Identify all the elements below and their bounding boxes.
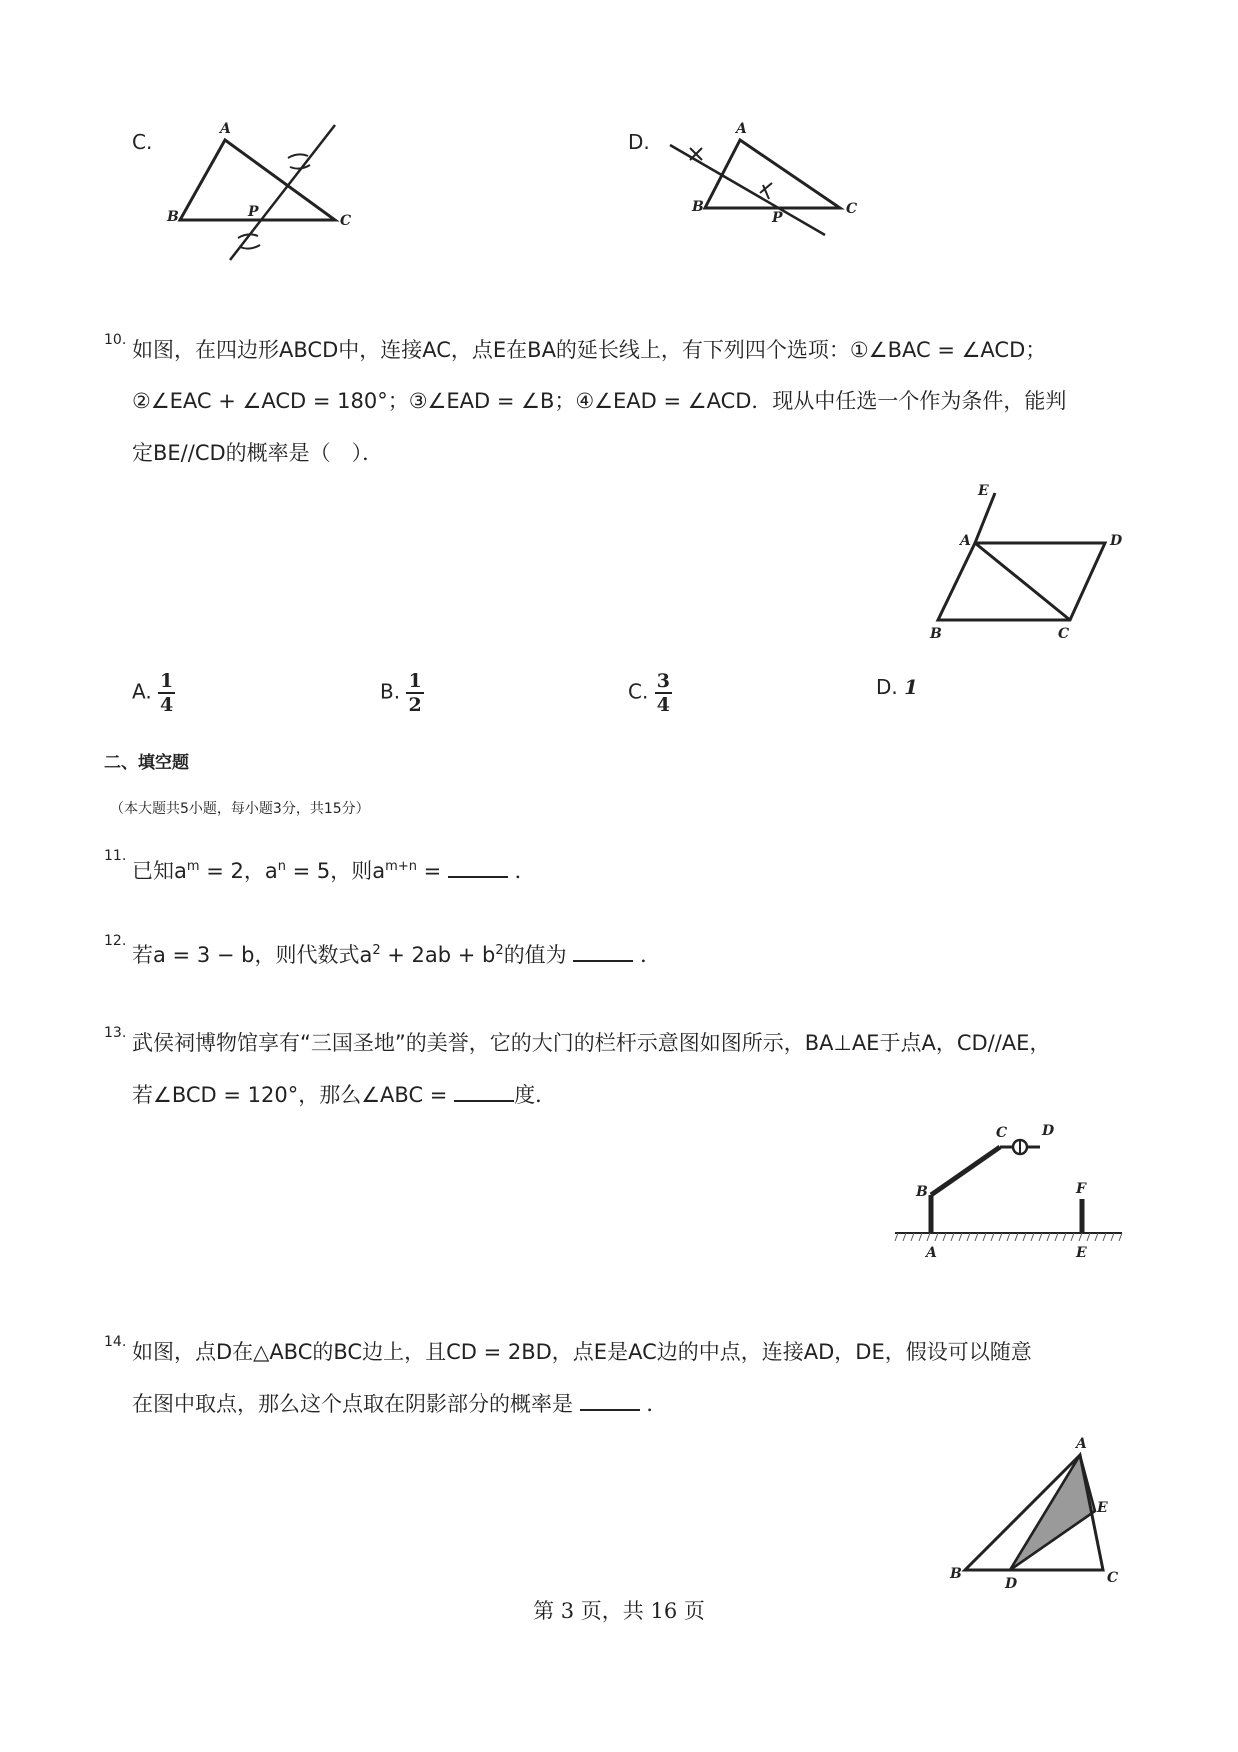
option-a-fraction: $\frac{1}{4}$ — [160, 670, 174, 716]
q10-option-a — [132, 670, 175, 716]
q10-line3: 定BE//CD的概率是（ ）． — [132, 441, 384, 465]
label-a: A — [220, 121, 231, 137]
q14-number: 14. — [104, 1334, 127, 1350]
q13-number: 13. — [104, 1025, 127, 1041]
option-c-label: C. — [628, 679, 649, 704]
option-b-label: B. — [380, 679, 401, 704]
label-b: B — [950, 1566, 962, 1582]
q10-line1: 如图，在四边形ABCD中，连接AC，点E在BA的延长线上，有下列四个选项：①∠BAC = ∠ACD； — [132, 338, 1047, 362]
label-a: A — [736, 121, 747, 137]
option-a-label: A. — [132, 679, 152, 704]
figure-q10-quadrilateral — [920, 483, 1123, 645]
option-d-value: 1 — [904, 675, 919, 699]
figure-q13-gate — [890, 1115, 1130, 1260]
q10-option-d — [876, 675, 918, 699]
answer-blank[interactable] — [580, 1391, 640, 1411]
option-c-label: C. — [132, 130, 153, 154]
label-c: C — [846, 201, 858, 217]
q10-option-c — [628, 670, 672, 716]
label-b: B — [930, 626, 942, 642]
label-e: E — [978, 483, 989, 499]
option-c-fraction: $\frac{3}{4}$ — [656, 670, 670, 716]
label-f: F — [1076, 1181, 1086, 1197]
option-b-fraction: $\frac{1}{2}$ — [408, 670, 422, 716]
q10-number: 10. — [104, 332, 127, 348]
label-b: B — [916, 1184, 928, 1200]
label-d: D — [1110, 533, 1123, 549]
q14-line1: 如图，点D在△ABC的BC边上，且CD = 2BD，点E是AC边的中点，连接AD，DE，假设可以随意 — [132, 1340, 1032, 1364]
label-p: P — [772, 210, 783, 226]
option-d-label: D. — [876, 675, 898, 699]
figure-option-d — [660, 115, 860, 245]
q10-line2: ②∠EAC + ∠ACD = 180°；③∠EAD = ∠B；④∠EAD = ∠ACD．现从中任选一个作为条件，能判 — [132, 389, 1067, 413]
q12-number: 12. — [104, 933, 127, 949]
q10-option-b — [380, 670, 424, 716]
page-footer: 第 3 页，共 16 页 — [533, 1599, 705, 1623]
label-c: C — [1107, 1570, 1119, 1586]
option-d-label: D. — [628, 130, 650, 154]
label-b: B — [167, 209, 179, 225]
answer-blank[interactable] — [454, 1082, 514, 1102]
label-c: C — [340, 213, 352, 229]
label-d: D — [1042, 1123, 1055, 1139]
q11-number: 11. — [104, 848, 127, 864]
q13-line2: 若∠BCD = 120°，那么∠ABC = 度． — [132, 1083, 557, 1107]
figure-option-c — [160, 115, 360, 265]
figure-q14-triangle — [935, 1430, 1135, 1590]
section-note: （本大题共5小题，每小题3分，共15分） — [110, 801, 370, 817]
q11-text: 已知$a^m = 2$，$a^n = 5$，则$a^{m+n}$ = ． — [132, 859, 536, 883]
label-c: C — [996, 1125, 1008, 1141]
label-a: A — [1076, 1436, 1087, 1452]
label-p: P — [248, 204, 259, 220]
q13-line1: 武侯祠博物馆享有“三国圣地”的美誉，它的大门的栏杆示意图如图所示，BA⊥AE于点A，CD//AE， — [132, 1031, 1051, 1055]
label-e: E — [1097, 1500, 1108, 1516]
label-d: D — [1005, 1576, 1018, 1592]
answer-blank[interactable] — [573, 942, 633, 962]
answer-blank[interactable] — [448, 858, 508, 878]
q14-line2: 在图中取点，那么这个点取在阴影部分的概率是 ． — [132, 1392, 668, 1416]
section-title: 二、填空题 — [104, 753, 189, 773]
label-c: C — [1058, 626, 1070, 642]
label-a: A — [960, 533, 971, 549]
label-b: B — [692, 199, 704, 215]
q12-text: 若a = 3 − b，则代数式$a^2 + 2ab + b^2$的值为 ． — [132, 943, 662, 967]
label-a: A — [926, 1245, 937, 1261]
label-e: E — [1076, 1245, 1087, 1261]
